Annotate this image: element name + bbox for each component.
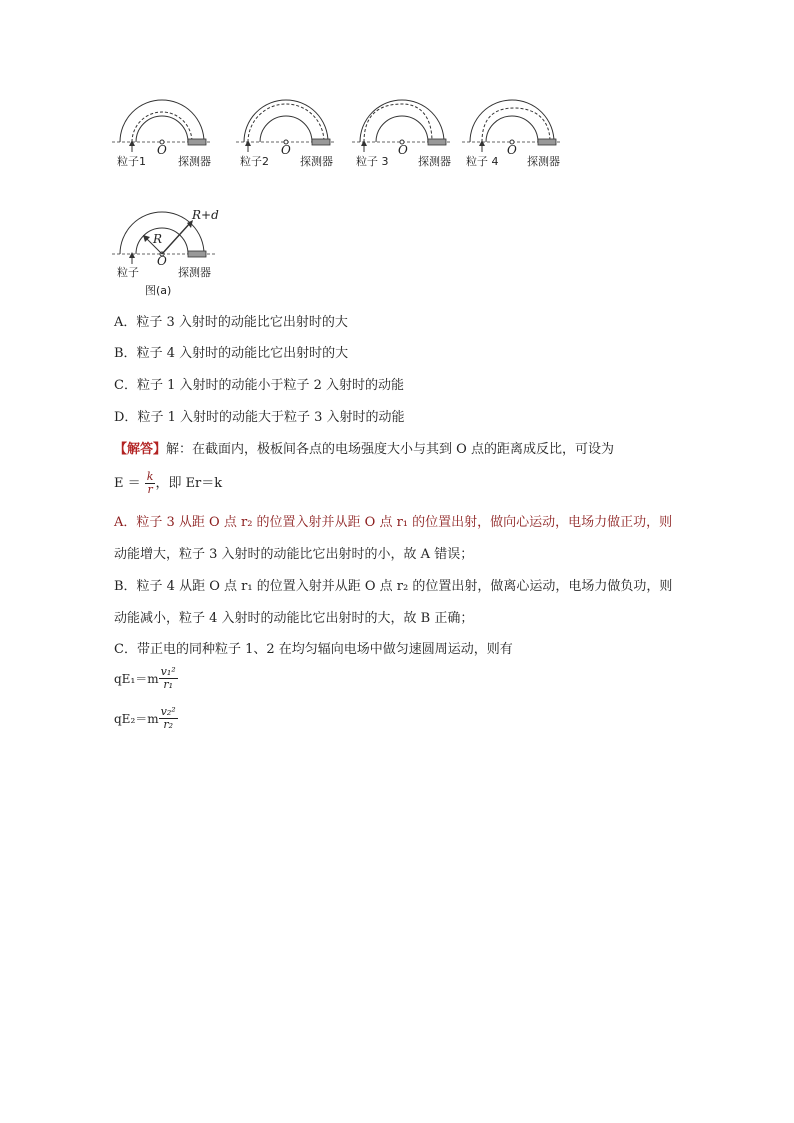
option-letter: D． bbox=[114, 410, 138, 425]
particle-label: 粒子 4 bbox=[466, 155, 499, 168]
eq-e-lhs: E ＝ bbox=[114, 476, 141, 491]
eq1-denominator: r₁ bbox=[163, 678, 173, 691]
solution-intro-text: 解：在截面内，极板间各点的电场强度大小与其到 O 点的距离成反比，可设为 bbox=[166, 442, 614, 457]
detector-block bbox=[312, 139, 330, 145]
inner-arc bbox=[260, 116, 312, 142]
origin-label: O bbox=[281, 143, 291, 157]
origin-label: O bbox=[157, 143, 167, 157]
option-text: 粒子 1 入射时的动能大于粒子 3 入射时的动能 bbox=[137, 410, 405, 425]
solution-tag: 【解答】 bbox=[114, 442, 167, 457]
equation-e bbox=[114, 470, 222, 498]
arrow-head bbox=[129, 140, 135, 146]
option-b bbox=[114, 345, 348, 363]
inner-radius-label: R bbox=[153, 232, 163, 246]
particle-label: 粒子1 bbox=[117, 155, 146, 168]
explanation-a-line2: 动能增大，粒子 3 入射时的动能比它出射时的小，故 A 错误； bbox=[114, 547, 474, 562]
particle-label: 粒子 bbox=[117, 266, 139, 279]
eq1-lhs: qE₁＝m bbox=[114, 672, 159, 686]
detector-label: 探测器 bbox=[178, 155, 211, 168]
solution-intro bbox=[114, 441, 614, 459]
option-letter: A． bbox=[114, 315, 137, 330]
detector-label: 探测器 bbox=[300, 155, 333, 168]
detector-block bbox=[428, 139, 446, 145]
explanation-a-line1: A．粒子 3 从距 O 点 r₂ 的位置入射并从距 O 点 r₁ 的位置出射，做向心运动，电场力做正功，则 bbox=[114, 515, 673, 530]
option-c bbox=[114, 377, 404, 395]
eq-e-fraction bbox=[145, 471, 156, 496]
option-text: 粒子 1 入射时的动能小于粒子 2 入射时的动能 bbox=[136, 378, 405, 393]
origin-label: O bbox=[157, 254, 167, 268]
equation-2 bbox=[114, 706, 178, 731]
eq-e-numerator: k bbox=[146, 470, 154, 483]
outer-arc bbox=[244, 100, 328, 142]
inner-arc bbox=[136, 116, 188, 142]
explanation-b-line2: 动能减小，粒子 4 入射时的动能比它出射时的大，故 B 正确； bbox=[114, 611, 474, 626]
particle-label: 粒子 3 bbox=[356, 155, 389, 168]
detector-label: 探测器 bbox=[178, 266, 211, 279]
inner-arc bbox=[376, 116, 428, 142]
eq-e-denominator: r bbox=[147, 483, 153, 496]
option-letter: B． bbox=[114, 346, 137, 361]
equation-1 bbox=[114, 666, 178, 691]
option-a bbox=[114, 314, 348, 332]
detector-label: 探测器 bbox=[527, 155, 560, 168]
detector-label: 探测器 bbox=[418, 155, 451, 168]
origin-label: O bbox=[398, 143, 408, 157]
eq2-numerator: v₂² bbox=[160, 705, 176, 718]
explanation-b-line1: B．粒子 4 从距 O 点 r₁ 的位置入射并从距 O 点 r₂ 的位置出射，做离心运动，电场力做负功，则 bbox=[114, 579, 673, 594]
detector-block bbox=[188, 139, 206, 145]
trajectory-dashed bbox=[364, 104, 432, 142]
arrow-head bbox=[129, 252, 135, 258]
outer-radius-label: R+d bbox=[192, 208, 219, 222]
eq1-numerator: v₁² bbox=[160, 665, 176, 678]
option-d bbox=[114, 409, 405, 427]
detector-block bbox=[188, 251, 206, 257]
eq-e-rhs: ，即 Er＝k bbox=[155, 476, 223, 491]
outer-radius-arrow bbox=[162, 222, 191, 254]
origin-label: O bbox=[507, 143, 517, 157]
inner-arc bbox=[486, 116, 538, 142]
eq2-fraction bbox=[159, 706, 178, 731]
option-text: 粒子 3 入射时的动能比它出射时的大 bbox=[136, 315, 348, 330]
option-text: 粒子 4 入射时的动能比它出射时的大 bbox=[136, 346, 349, 361]
eq1-fraction bbox=[159, 666, 178, 691]
arrow-head bbox=[479, 140, 485, 146]
explanation-c-line1: C．带正电的同种粒子 1、2 在均匀辐向电场中做匀速圆周运动，则有 bbox=[114, 642, 513, 657]
detector-block bbox=[538, 139, 556, 145]
eq2-denominator: r₂ bbox=[163, 718, 173, 731]
particle-label: 粒子2 bbox=[240, 155, 269, 168]
figure-caption: 图(a) bbox=[145, 284, 172, 297]
arrow-head bbox=[245, 140, 251, 146]
eq2-lhs: qE₂＝m bbox=[114, 712, 159, 726]
arrow-head bbox=[361, 140, 367, 146]
option-letter: C． bbox=[114, 378, 137, 393]
